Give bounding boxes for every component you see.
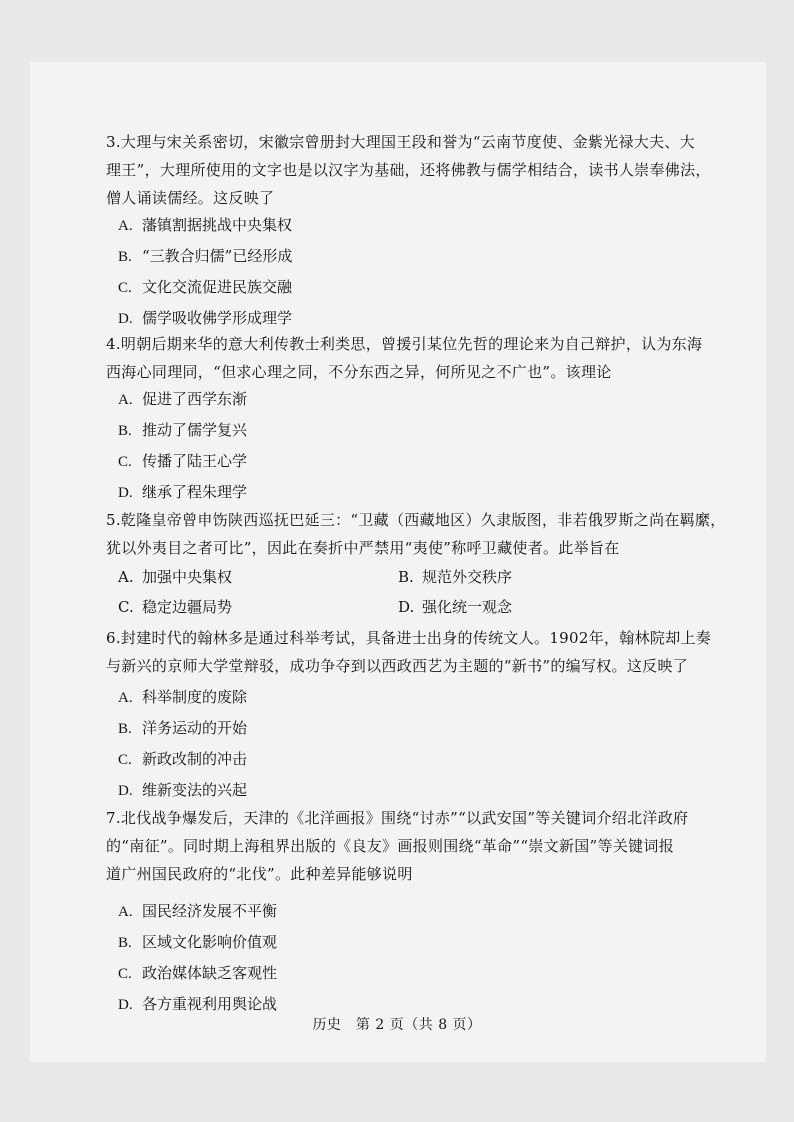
option-text: 儒学吸收佛学形成理学 (142, 309, 293, 327)
option-c (118, 958, 277, 989)
option-letter: C. (118, 966, 132, 982)
option-a (118, 682, 247, 713)
option-letter: C. (118, 598, 134, 616)
option-text: 各方重视利用舆论战 (142, 995, 278, 1013)
question-text-line: 6.封建时代的翰林多是通过科举考试，具备进士出身的传统文人。1902年，翰林院却上奏 (106, 629, 712, 647)
question-6-options (118, 682, 247, 806)
question-text-line: 理王”，大理所使用的文字也是以汉字为基础，还将佛教与儒学相结合，读书人崇奉佛法， (106, 161, 711, 179)
question-5-options (118, 562, 678, 622)
option-c (118, 446, 247, 477)
option-text: 加强中央集权 (142, 568, 233, 586)
option-text: 推动了儒学复兴 (142, 421, 248, 439)
option-letter: D. (118, 485, 133, 501)
option-letter: A. (118, 568, 134, 586)
option-text: 稳定边疆局势 (142, 598, 233, 616)
option-letter: A. (118, 392, 133, 408)
question-4-options (118, 384, 247, 508)
option-letter: B. (118, 935, 132, 951)
option-text: 维新变法的兴起 (142, 781, 248, 799)
option-d (118, 477, 247, 508)
option-b (118, 415, 247, 446)
question-4-stem (106, 330, 703, 386)
option-text: 规范外交秩序 (422, 568, 513, 586)
question-7-stem (106, 804, 696, 888)
option-text: 传播了陆王心学 (142, 452, 248, 470)
question-7-options (118, 896, 277, 1020)
option-letter: C. (118, 280, 132, 296)
option-text: 洋务运动的开始 (142, 719, 248, 737)
option-letter: B. (398, 568, 414, 586)
option-text: 文化交流促进民族交融 (142, 278, 293, 296)
option-letter: D. (398, 598, 415, 616)
option-d (118, 775, 247, 806)
option-letter: B. (118, 721, 132, 737)
option-letter: C. (118, 454, 132, 470)
option-text: 藩镇割据挑战中央集权 (142, 216, 293, 234)
option-text: 继承了程朱理学 (142, 483, 248, 501)
option-letter: D. (118, 783, 133, 799)
question-3-options (118, 210, 292, 334)
option-c (118, 272, 292, 303)
option-c (118, 592, 398, 622)
option-letter: B. (118, 249, 132, 265)
option-text: 强化统一观念 (422, 598, 513, 616)
option-text: 促进了西学东渐 (142, 390, 248, 408)
question-text-line: 4.明朝后期来华的意大利传教士利类思，曾援引某位先哲的理论来为自己辩护，认为东海 (106, 335, 703, 353)
option-b (398, 562, 678, 592)
option-row (118, 592, 678, 622)
option-b (118, 713, 247, 744)
option-text: 国民经济发展不平衡 (142, 902, 278, 920)
option-letter: A. (118, 690, 133, 706)
option-d (398, 592, 678, 622)
option-c (118, 744, 247, 775)
question-text-line: 7.北伐战争爆发后，天津的《北洋画报》围绕“讨赤”“以武安国”等关键词介绍北洋政府 (106, 809, 689, 827)
option-letter: D. (118, 997, 133, 1013)
option-a (118, 896, 277, 927)
option-letter: D. (118, 311, 133, 327)
option-a (118, 562, 398, 592)
option-text: “三教合归儒”已经形成 (142, 247, 293, 265)
option-text: 科举制度的废除 (142, 688, 248, 706)
option-text: 新政改制的冲击 (142, 750, 248, 768)
option-b (118, 927, 277, 958)
question-text-line: 5.乾隆皇帝曾申饬陕西巡抚巴延三：“卫藏（西藏地区）久隶版图，非若俄罗斯之尚在羁縻， (106, 511, 726, 529)
option-letter: A. (118, 218, 133, 234)
question-6-stem (106, 624, 712, 680)
option-a (118, 384, 247, 415)
page-footer: 历史 第 2 页（共 8 页） (312, 1017, 482, 1033)
question-text-line: 犹以外夷目之者可比”，因此在奏折中严禁用“夷使”称呼卫藏使者。此举旨在 (106, 539, 620, 557)
option-text: 政治媒体缺乏客观性 (142, 964, 278, 982)
option-letter: A. (118, 904, 133, 920)
question-5-stem (106, 506, 726, 562)
question-text-line: 西海心同理同，“但求心理之同，不分东西之异，何所见之不广也”。该理论 (106, 363, 612, 381)
question-text-line: 僧人诵读儒经。这反映了 (106, 189, 275, 207)
option-letter: B. (118, 423, 132, 439)
option-a (118, 210, 292, 241)
option-b (118, 241, 292, 272)
question-text-line: 3.大理与宋关系密切，宋徽宗曾册封大理国王段和誉为“云南节度使、金紫光禄大夫、大 (106, 133, 695, 151)
option-text: 区域文化影响价值观 (142, 933, 278, 951)
question-text-line: 与新兴的京师大学堂辩驳，成功争夺到以西政西艺为主题的“新书”的编写权。这反映了 (106, 657, 689, 675)
question-text-line: 的“南征”。同时期上海租界出版的《良友》画报则围绕“革命”“崇文新国”等关键词报 (106, 837, 675, 855)
question-text-line: 道广州国民政府的“北伐”。此种差异能够说明 (106, 865, 413, 883)
question-3-stem (106, 128, 711, 212)
option-letter: C. (118, 752, 132, 768)
option-row (118, 562, 678, 592)
